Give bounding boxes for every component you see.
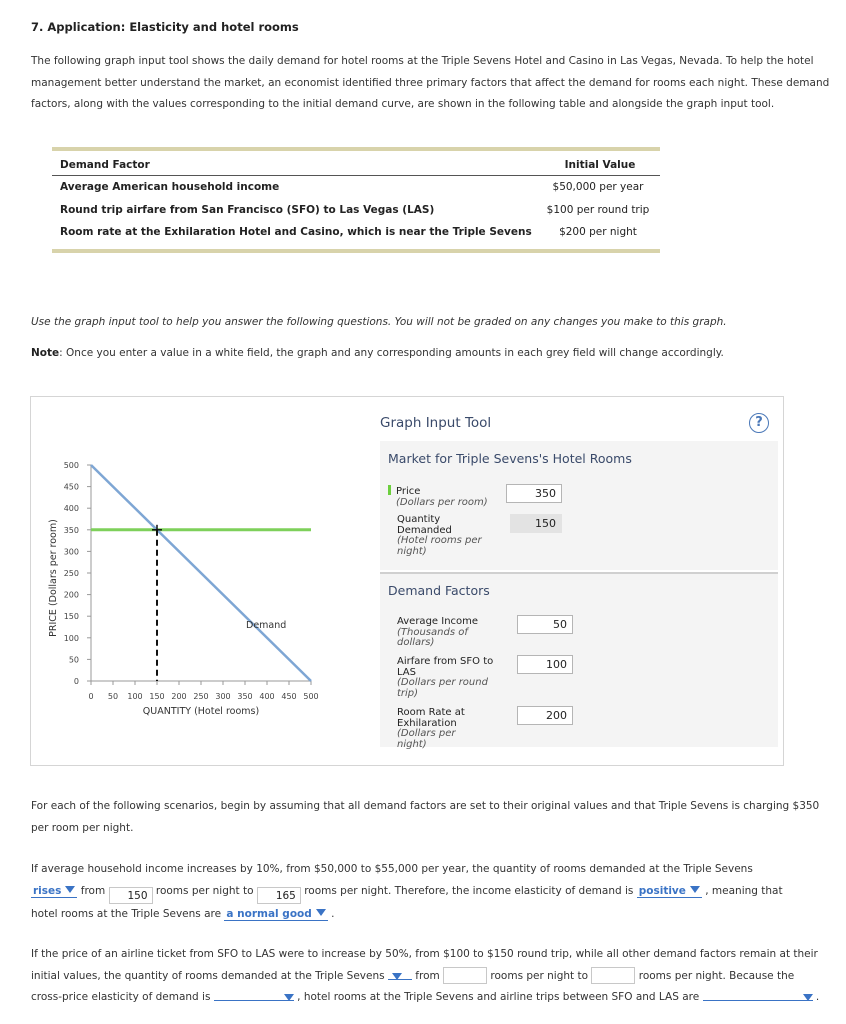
income-label: Average Income (Thousands of dollars)	[397, 616, 479, 648]
x-tick-label: 200	[171, 692, 187, 701]
demand-factors-title: Demand Factors	[388, 583, 490, 598]
demand-chart[interactable]	[40, 450, 340, 740]
x-tick-label: 250	[193, 692, 209, 701]
y-tick-label: 150	[63, 612, 79, 622]
x-tick-label: 300	[215, 692, 231, 701]
good-type-dropdown[interactable]: a normal good	[224, 908, 327, 921]
y-tick-label: 350	[63, 525, 79, 535]
x-tick-label: 400	[259, 692, 275, 701]
y-tick-label: 250	[63, 569, 79, 578]
y-tick-label: 450	[63, 482, 79, 492]
chevron-down-icon	[690, 886, 700, 893]
chevron-down-icon	[284, 994, 294, 1001]
table-row-value: $100 per round trip	[546, 204, 650, 216]
y-tick-label: 400	[63, 504, 79, 514]
quantity-change-dropdown[interactable]	[388, 968, 412, 980]
note-label: Note	[31, 347, 60, 359]
table-header-rule	[52, 175, 660, 176]
table-top-rule	[52, 147, 660, 151]
x-tick-label: 450	[281, 692, 297, 701]
intro-paragraph: The following graph input tool shows the daily demand for hotel rooms at the Triple Sevens Hotel and Casino in Las Vegas, Nevada. To help the hotel management better understand the market, an economist identified three primary factors that affect the demand for rooms each night. These demand factors, along with the values corresponding to the initial demand curve, are shown in the following table and alongside the graph input tool.	[31, 55, 830, 110]
airfare-input[interactable]: 100	[517, 655, 573, 674]
graph-note	[31, 347, 724, 359]
table-header-value: Initial Value	[564, 159, 636, 171]
table-row-factor: Round trip airfare from San Francisco (SFO) to Las Vegas (LAS)	[60, 204, 435, 216]
quantity-label: Quantity Demanded (Hotel rooms per night)	[397, 514, 482, 557]
y-tick-label: 0	[73, 677, 79, 686]
price-marker-icon	[388, 485, 391, 495]
quantity-from-input[interactable]	[443, 967, 487, 984]
scenario-instructions: For each of the following scenarios, begin by assuming that all demand factors are set to their original values and that Triple Sevens is charging $350 per room per night.	[31, 800, 820, 834]
chevron-down-icon	[803, 994, 813, 1001]
chevron-down-icon	[392, 973, 402, 980]
question-2: If the price of an airline ticket from SFO to LAS were to increase by 50%, from $100 to $150 round trip, while all other demand factors remain at their initial values, the quantity of rooms demanded at the Triple Sevens from rooms per night to rooms per night. Because the cross-price elasticity of demand is , hotel rooms at the Triple Sevens and airline trips between SFO and LAS are .	[31, 948, 820, 1003]
help-icon[interactable]: ?	[749, 413, 769, 433]
graph-tool-title: Graph Input Tool	[380, 415, 492, 431]
income-input[interactable]: 50	[517, 615, 573, 634]
x-tick-label: 150	[149, 692, 165, 701]
table-row-value: $200 per night	[559, 226, 637, 238]
x-tick-label: 0	[88, 692, 94, 701]
x-tick-label: 350	[237, 692, 253, 701]
x-axis-label: QUANTITY (Hotel rooms)	[142, 706, 260, 717]
table-bottom-rule	[52, 249, 660, 253]
y-tick-label: 500	[63, 461, 79, 470]
quantity-output: 150	[510, 514, 562, 533]
y-axis-label: PRICE (Dollars per room)	[48, 519, 59, 637]
room-rate-input[interactable]: 200	[517, 706, 573, 725]
graph-instructions: Use the graph input tool to help you answer the following questions. You will not be graded on any changes you make to this graph.	[31, 316, 727, 328]
demand-label: Demand	[246, 620, 287, 631]
quantity-to-input[interactable]	[591, 967, 635, 984]
chevron-down-icon	[316, 909, 326, 916]
y-tick-label: 200	[63, 590, 79, 600]
cross-price-elasticity-dropdown[interactable]	[214, 989, 294, 1001]
table-row-value: $50,000 per year	[552, 181, 644, 193]
x-tick-label: 500	[303, 692, 319, 701]
quantity-change-dropdown[interactable]: rises	[31, 885, 77, 898]
airfare-label: Airfare from SFO to LAS (Dollars per round trip)	[397, 656, 494, 699]
quantity-to-input[interactable]: 165	[257, 887, 301, 904]
note-text: : Once you enter a value in a white field, the graph and any corresponding amounts in each grey field will change accordingly.	[59, 347, 724, 359]
y-tick-label: 300	[63, 547, 79, 557]
y-tick-label: 100	[63, 633, 79, 643]
demand-curve	[91, 465, 311, 681]
room-rate-label: Room Rate at Exhilaration (Dollars per night)	[397, 707, 465, 750]
question-title: 7. Application: Elasticity and hotel rooms	[31, 20, 299, 34]
x-tick-label: 100	[127, 692, 143, 701]
market-title: Market for Triple Sevens's Hotel Rooms	[388, 451, 632, 466]
table-row-factor: Average American household income	[60, 181, 280, 193]
income-elasticity-dropdown[interactable]: positive	[637, 885, 702, 898]
table-header-factor: Demand Factor	[60, 159, 150, 171]
price-label: Price (Dollars per room)	[388, 485, 498, 508]
goods-relationship-dropdown[interactable]	[703, 989, 813, 1001]
quantity-from-input[interactable]: 150	[109, 887, 153, 904]
price-input[interactable]: 350	[506, 484, 562, 503]
chevron-down-icon	[65, 886, 75, 893]
x-tick-label: 50	[107, 692, 119, 701]
question-1: If average household income increases by 10%, from $50,000 to $55,000 per year, the quantity of rooms demanded at the Triple Sevens rises from 150 rooms per night to 165 rooms per night. Therefore, the income elasticity of demand is positive , meaning that hotel rooms at the Triple Sevens are a normal good .	[31, 863, 783, 920]
table-row-factor: Room rate at the Exhilaration Hotel and Casino, which is near the Triple Sevens	[60, 226, 532, 238]
y-tick-label: 50	[68, 655, 79, 665]
